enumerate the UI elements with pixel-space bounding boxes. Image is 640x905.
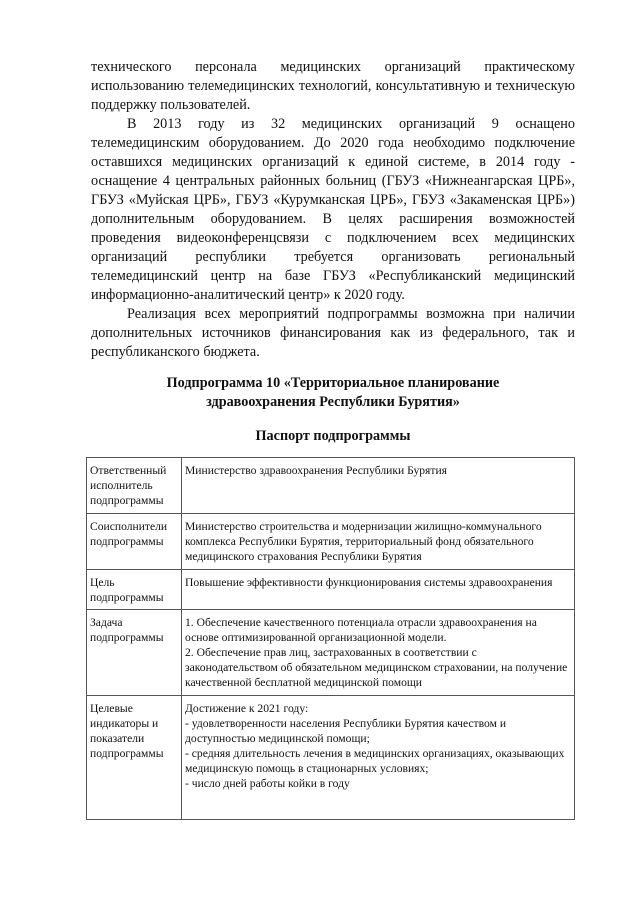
table-row (87, 610, 575, 696)
row-label-coexecutors: Соисполнители подпрограммы (87, 514, 182, 570)
value-line: Достижение к 2021 году: (185, 702, 309, 715)
table-row (87, 514, 575, 570)
body-text-block (91, 58, 575, 362)
row-label-indicators: Целевые индикаторы и показатели подпрограммы (87, 696, 182, 820)
value-line: Повышение эффективности функционирования системы здравоохранения (185, 576, 553, 589)
value-line: - удовлетворенности населения Республики Бурятия качеством и доступностью медицинской помощи; (185, 717, 507, 745)
value-line: - средняя длительность лечения в медицинских организациях, оказывающих медицинскую помощь в стационарных условиях; (185, 747, 565, 775)
row-value-task (182, 610, 575, 696)
subprogram-title-line-1: Подпрограмма 10 «Территориальное планирование (166, 375, 500, 391)
value-line: 1. Обеспечение качественного потенциала отрасли здравоохранения на основе оптимизированной организационной модели. (185, 616, 537, 644)
paragraph-funding: Реализация всех мероприятий подпрограммы возможна при наличии дополнительных источников финансирования как из федерального, так и республиканского бюджета. (91, 306, 575, 360)
value-line: - число дней работы койки в году (185, 777, 350, 790)
passport-heading: Паспорт подпрограммы (255, 428, 411, 444)
value-line: Министерство здравоохранения Республики Бурятия (185, 464, 447, 477)
row-value-goal (182, 570, 575, 610)
row-label-responsible: Ответственный исполнитель подпрограммы (87, 458, 182, 514)
subprogram-title (91, 374, 575, 412)
value-line: 2. Обеспечение прав лиц, застрахованных в соответствии с законодательством об обязательном медицинском страховании, на получение качественной бесплатной медицинской помощи (185, 646, 568, 689)
subprogram-title-line-2: здравоохранения Республики Бурятия» (206, 394, 460, 410)
value-line: Министерство строительства и модернизации жилищно-коммунального комплекса Республики Бурятия, территориальный фонд обязательного медицинского страхования Республики Бурятия (185, 520, 542, 563)
paragraph-continuation: технического персонала медицинских организаций практическому использованию телемедицинских технологий, консультативную и техническую поддержку пользователей. (91, 59, 575, 113)
row-value-coexecutors (182, 514, 575, 570)
table-row (87, 696, 575, 820)
passport-table (86, 457, 575, 820)
table-row (87, 458, 575, 514)
row-label-goal: Цель подпрограммы (87, 570, 182, 610)
row-value-indicators (182, 696, 575, 820)
row-label-task: Задача подпрограммы (87, 610, 182, 696)
table-row (87, 570, 575, 610)
row-value-responsible (182, 458, 575, 514)
paragraph-telemedicine-equipment: В 2013 году из 32 медицинских организаций 9 оснащено телемедицинским оборудованием. До 2020 года необходимо подключение оставшихся медицинских организаций к единой системе, в 2014 году - оснащение 4 центральных районных больниц (ГБУЗ «Нижнеангарская ЦРБ», ГБУЗ «Муйская ЦРБ», ГБУЗ «Курумканская ЦРБ», ГБУЗ «Закаменская ЦРБ») дополнительным оборудованием. В целях расширения возможностей проведения видеоконференцсвязи с подключением всех медицинских организаций республики требуется организовать региональный телемедицинский центр на базе ГБУЗ «Республиканский медицинский информационно-аналитический центр» к 2020 году. (91, 116, 575, 303)
